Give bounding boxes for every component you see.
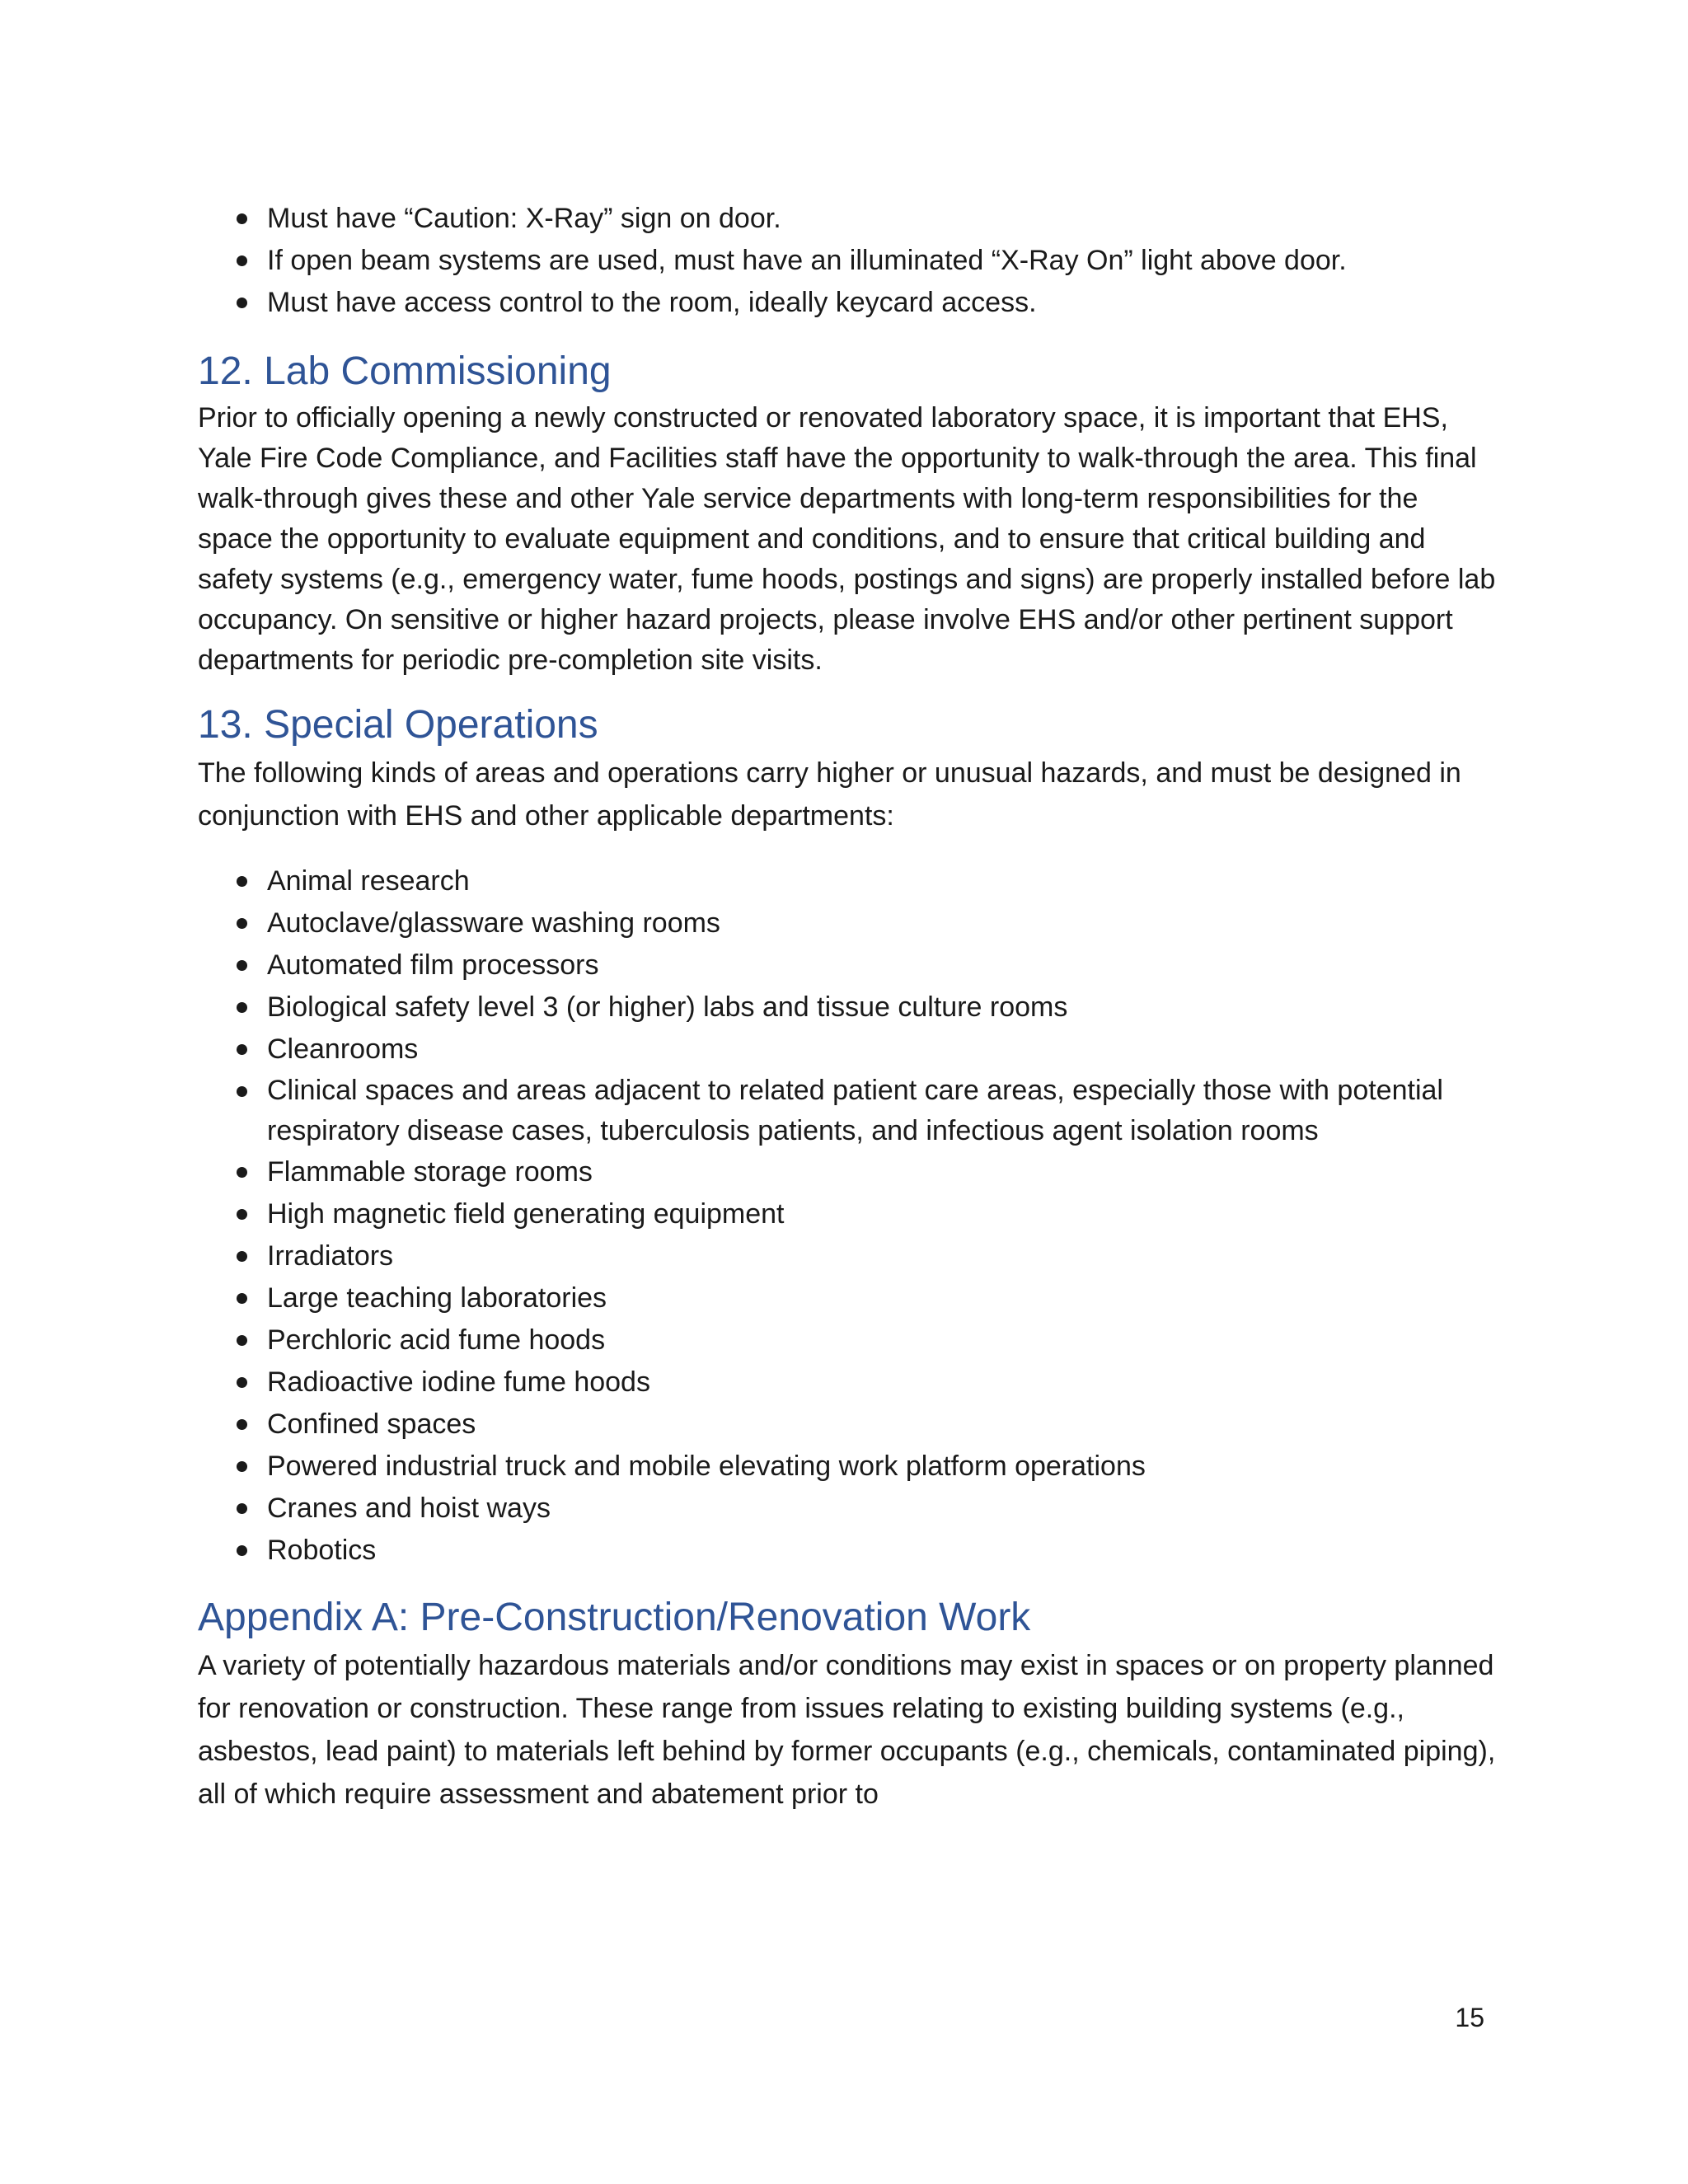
- document-page: [198, 198, 1500, 1816]
- section-heading-lab-commissioning: 12. Lab Commissioning: [198, 349, 612, 393]
- page-number: 15: [1455, 2003, 1484, 2032]
- list-item: Irradiators: [198, 1235, 1500, 1277]
- list-item: High magnetic field generating equipment: [198, 1193, 1500, 1235]
- list-item: Animal research: [198, 860, 1500, 902]
- list-item: Clinical spaces and areas adjacent to related patient care areas, especially those with potential respiratory disease cases, tuberculosis patients, and infectious agent isolation rooms: [198, 1071, 1500, 1151]
- section-heading-appendix-a: Appendix A: Pre-Construction/Renovation Work: [198, 1596, 1031, 1639]
- list-item: Must have “Caution: X-Ray” sign on door.: [198, 198, 1500, 240]
- list-item: Cleanrooms: [198, 1029, 1500, 1071]
- section-heading-special-operations: 13. Special Operations: [198, 703, 598, 747]
- list-item: Robotics: [198, 1530, 1500, 1572]
- lab-commissioning-paragraph: Prior to officially opening a newly constructed or renovated laboratory space, it is important that EHS, Yale Fire Code Compliance, and Facilities staff have the opportunity to walk-through the area. This final walk-through gives these and other Yale service departments with long-term responsibilities for the space the opportunity to evaluate equipment and conditions, and to ensure that critical building and safety systems (e.g., emergency water, fume hoods, postings and signs) are properly installed before lab occupancy. On sensitive or higher hazard projects, please involve EHS and/or other pertinent support departments for periodic pre-completion site visits.: [198, 402, 1496, 676]
- list-item: Biological safety level 3 (or higher) labs and tissue culture rooms: [198, 987, 1500, 1029]
- list-item: Autoclave/glassware washing rooms: [198, 902, 1500, 944]
- list-item: Automated film processors: [198, 944, 1500, 987]
- list-item: Cranes and hoist ways: [198, 1488, 1500, 1530]
- special-operations-list: [198, 860, 1500, 1572]
- list-item: If open beam systems are used, must have an illuminated “X-Ray On” light above door.: [198, 240, 1500, 282]
- list-item: Large teaching laboratories: [198, 1277, 1500, 1319]
- list-item: Radioactive iodine fume hoods: [198, 1361, 1500, 1404]
- list-item: Powered industrial truck and mobile elevating work platform operations: [198, 1446, 1500, 1488]
- special-operations-intro: The following kinds of areas and operations carry higher or unusual hazards, and must be designed in conjunction with EHS and other applicable departments:: [198, 757, 1461, 832]
- list-item: Perchloric acid fume hoods: [198, 1319, 1500, 1361]
- list-item: Must have access control to the room, ideally keycard access.: [198, 282, 1500, 324]
- list-item: Confined spaces: [198, 1404, 1500, 1446]
- list-item: Flammable storage rooms: [198, 1151, 1500, 1193]
- xray-requirements-list: [198, 198, 1500, 324]
- appendix-a-paragraph: A variety of potentially hazardous materials and/or conditions may exist in spaces or on property planned for renovation or construction. These range from issues relating to existing building systems (e.g., asbestos, lead paint) to materials left behind by former occupants (e.g., chemicals, contaminated piping), all of which require assessment and abatement prior to: [198, 1650, 1496, 1810]
